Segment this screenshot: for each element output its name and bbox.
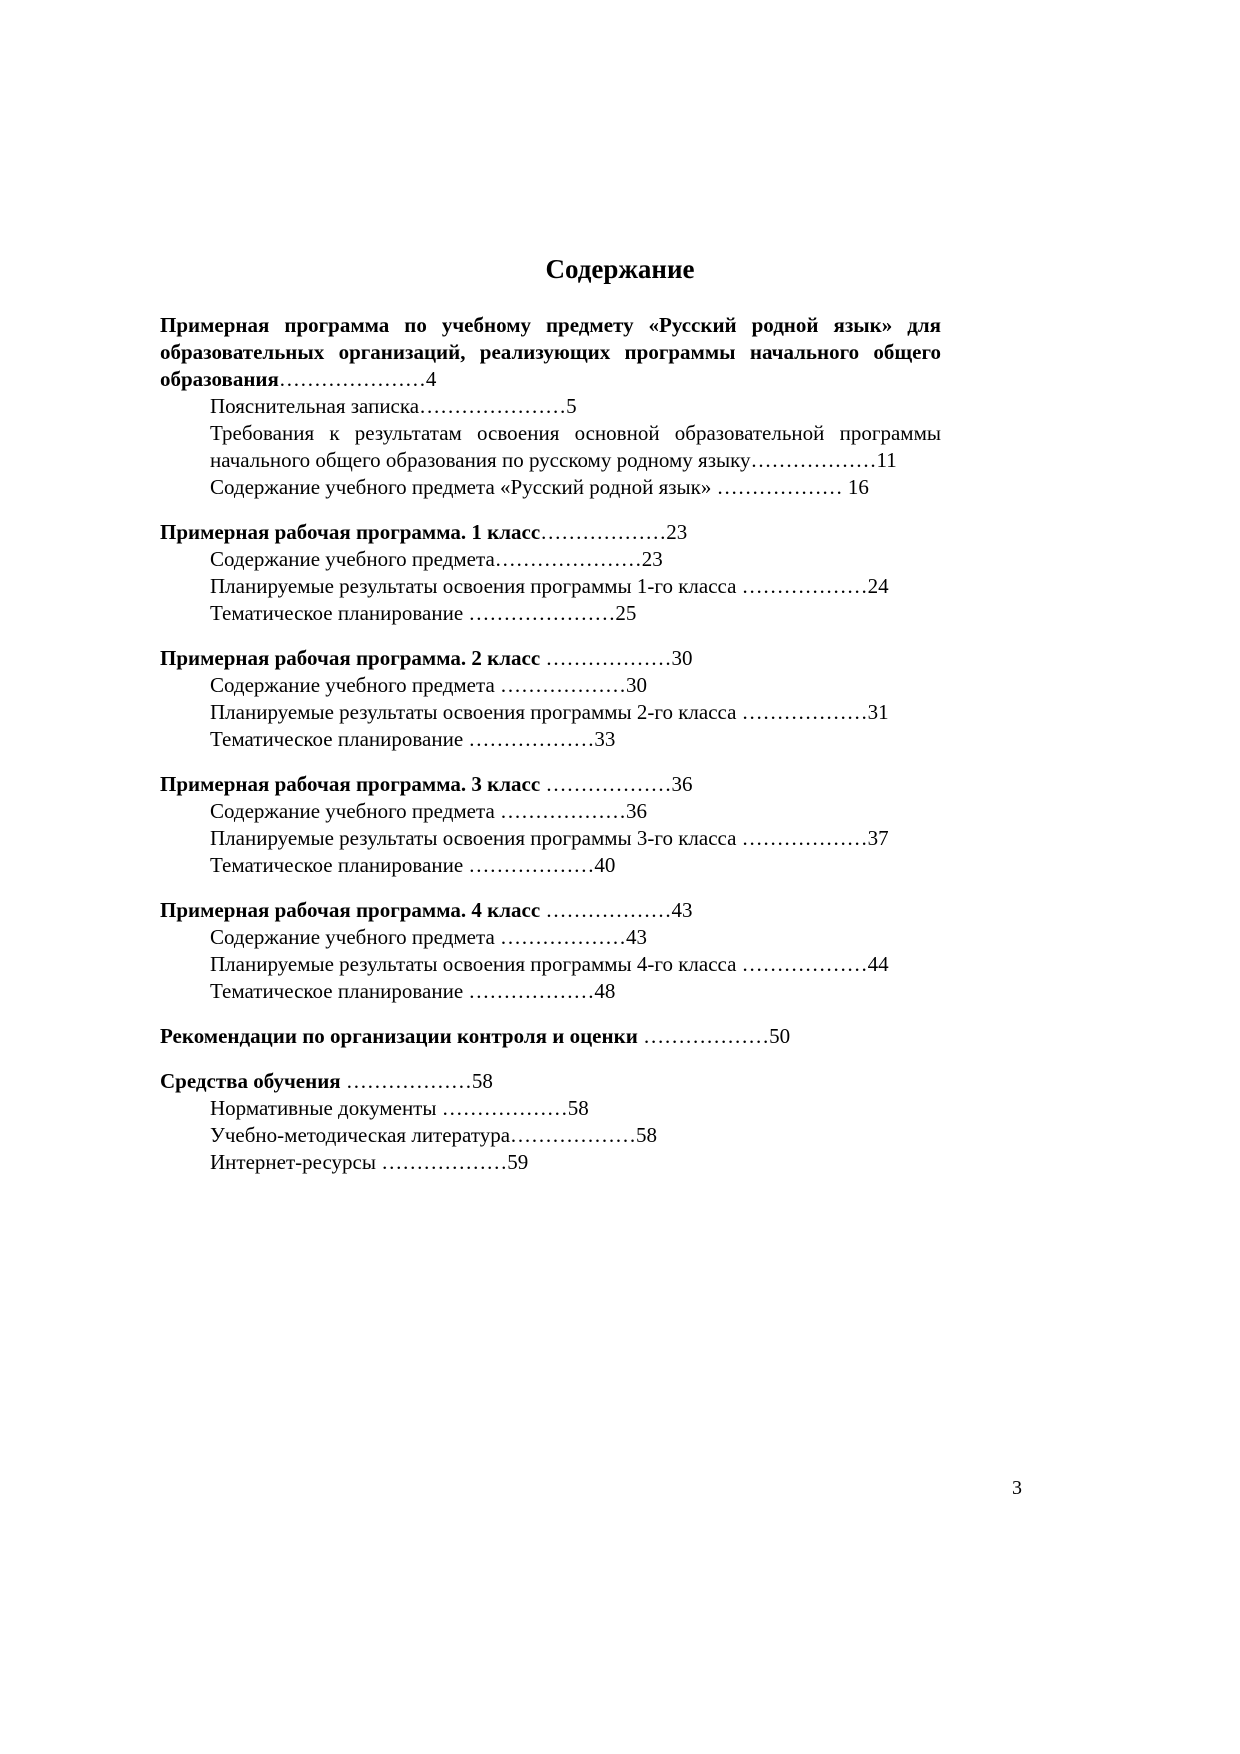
toc-heading — [160, 645, 941, 672]
toc-item: Планируемые результаты освоения программы 3-го класса ………………37 — [210, 826, 889, 850]
toc-heading-dots-page: ………………23 — [540, 520, 688, 544]
toc-item: Содержание учебного предмета ………………36 — [210, 799, 648, 823]
toc-section-grade2 — [160, 645, 941, 753]
toc-item: Тематическое планирование …………………25 — [210, 601, 637, 625]
toc-item: Тематическое планирование ………………33 — [210, 727, 616, 751]
toc-item: Планируемые результаты освоения программы 4-го класса ………………44 — [210, 952, 889, 976]
toc-section-recommendations — [160, 1023, 941, 1050]
toc-item: Учебно-методическая литература………………58 — [210, 1123, 658, 1147]
toc-item: Содержание учебного предмета…………………23 — [210, 547, 663, 571]
toc-item: Содержание учебного предмета ………………43 — [210, 925, 648, 949]
toc-item: Содержание учебного предмета «Русский родной язык» ……………… 16 — [210, 475, 869, 499]
toc-items — [160, 393, 941, 501]
toc-item: Интернет-ресурсы ………………59 — [210, 1150, 529, 1174]
toc-item: Планируемые результаты освоения программы 2-го класса ………………31 — [210, 700, 889, 724]
toc-section-grade1 — [160, 519, 941, 627]
page-number: 3 — [1012, 1477, 1022, 1499]
toc-heading-text: Примерная рабочая программа. 3 класс — [160, 772, 546, 796]
toc-section-grade4 — [160, 897, 941, 1005]
toc-item: Требования к результатам освоения основной образовательной программы начального общего образования по русскому родному языку………………11 — [210, 421, 941, 472]
toc-item: Пояснительная записка…………………5 — [210, 394, 577, 418]
toc-heading-dots-page: …………………4 — [278, 367, 437, 391]
toc-items — [160, 798, 941, 879]
page-title: Содержание — [545, 254, 695, 284]
toc-item: Тематическое планирование ………………48 — [210, 979, 616, 1003]
toc-heading — [160, 519, 941, 546]
toc-items — [160, 546, 941, 627]
toc-heading-text: Примерная рабочая программа. 4 класс — [160, 898, 546, 922]
toc-items — [160, 1095, 941, 1176]
toc-heading-dots-page: ………………36 — [545, 772, 693, 796]
toc-section-program — [160, 312, 941, 501]
toc-heading — [160, 897, 941, 924]
toc-heading-text: Рекомендации по организации контроля и оценки — [160, 1024, 644, 1048]
toc-content — [160, 252, 941, 1176]
toc-section-resources — [160, 1068, 941, 1176]
toc-heading-text: Средства обучения — [160, 1069, 346, 1093]
toc-items — [160, 924, 941, 1005]
toc-item: Тематическое планирование ………………40 — [210, 853, 616, 877]
toc-heading — [160, 1068, 941, 1095]
toc-heading — [160, 771, 941, 798]
toc-item: Планируемые результаты освоения программы 1-го класса ………………24 — [210, 574, 889, 598]
toc-heading — [160, 312, 941, 393]
toc-heading-dots-page: ………………30 — [545, 646, 693, 670]
toc-item: Содержание учебного предмета ………………30 — [210, 673, 648, 697]
toc-heading-dots-page: ………………58 — [345, 1069, 493, 1093]
toc-heading-text: Примерная программа по учебному предмету «Русский родной язык» для образовательных организаций, реализующих программы начального общего образования — [160, 313, 941, 391]
toc-heading-dots-page: ………………43 — [545, 898, 693, 922]
toc-section-grade3 — [160, 771, 941, 879]
toc-heading-text: Примерная рабочая программа. 1 класс — [160, 520, 541, 544]
toc-heading-dots-page: ………………50 — [643, 1024, 791, 1048]
toc-item: Нормативные документы ………………58 — [210, 1096, 589, 1120]
toc-items — [160, 672, 941, 753]
toc-heading — [160, 1023, 941, 1050]
toc-heading-text: Примерная рабочая программа. 2 класс — [160, 646, 546, 670]
